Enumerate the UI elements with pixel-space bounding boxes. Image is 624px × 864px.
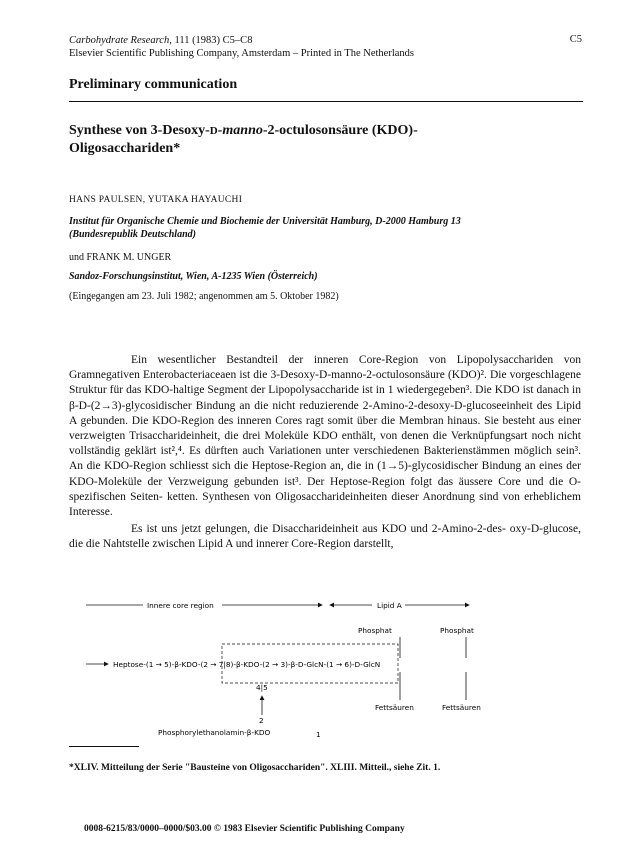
affiliation-1 [69,215,461,241]
paragraph-1 [69,353,581,520]
paragraph-2 [69,522,581,552]
body-line: an, die in (1→5)-glycosidischer Bindung an eines der KDO-Moleküle der Verzweigung [69,460,581,488]
title-part: -manno [217,123,263,138]
body-line: Trisaccharideinheit, die drei Moleküle KDO enthält, von denen die Verknüpfungsart [129,430,532,443]
body-line: des inneren Cores ragt somit über die Membran hinaus. Sie besteht aus einer verzweigten [69,414,581,443]
title-part: Synthese von 3-Desoxy- [69,123,210,138]
footnote: *XLIV. Mitteilung der Serie "Bausteine von Oligosacchariden". XLIII. Mitteil., siehe Zit. 1. [69,763,441,773]
copyright-line: 0008-6215/83/0000–0000/$03.00 © 1983 Elsevier Scientific Publishing Company [84,824,405,834]
article-title [69,122,569,157]
title-line-2: Oligosacchariden* [69,141,181,156]
body-line: Bakterienstämmen möglich sein³. An die KDO-Region schliesst sich die Heptose-Region [69,445,581,473]
saccharide-chain: Heptose-(1 → 5)-β-KDO-(2 → 7|8)-β-KDO-(2 → 3)-β-D-GlcN-(1 → 6)-D-GlcN [113,660,381,669]
body-line: Interesse. [69,506,113,519]
inner-core-label: Innere core region [147,601,214,610]
body-line: von Gramnegativen Enterobacteriaceaen ist die 3-Desoxy-D-manno-2-octulosonsäure (KDO)². [69,354,581,382]
section-rule [69,101,583,102]
title-part: -2-octulosonsäure (KDO)- [262,123,418,138]
structure-diagram [0,592,624,742]
footnote-rule [69,746,139,747]
body-line: Die vorgeschlagene Struktur für das KDO-haltige Segment der Lipopolysaccharide ist in [69,369,582,397]
coauthor-line: und FRANK M. UNGER [69,252,172,263]
fettsaeuren-label-2: Fettsäuren [442,703,481,712]
affiliation-1-line-1: Institut für Organische Chemie und Biochemie der Universität Hamburg, D-2000 Hamburg 13 [69,216,461,227]
fettsaeuren-label-1: Fettsäuren [375,703,414,712]
branch-position: 4|5 [256,683,268,692]
body-line: 1 wiedergegeben³. Die KDO ist danach in β-D-(2→3)-glycosidischer Bindung an die nicht [69,384,582,412]
publisher-line: Elsevier Scientific Publishing Company, Amsterdam – Printed in The Netherlands [69,48,414,59]
body-line: Es ist uns jetzt gelungen, die Disaccharideinheit aus KDO und 2-Amino-2-des- [131,523,510,536]
body-line: oxy-D-glucose, die die Nahtstelle zwischen Lipid A und innerer Core-Region darstellt, [69,523,581,551]
body-line: noch nicht vollständig geklärt ist²,⁴. Es dürften auch Variationen unter verschiedenen [69,430,582,458]
body-line: reduzierende 2-Amino-2-desoxy-D-glucoseeinheit des Lipid A gebunden. Die KDO-Region [69,399,581,427]
section-label: Preliminary communication [69,77,238,92]
authors: HANS PAULSEN, YUTAKA HAYAUCHI [69,195,243,205]
body-line: Ein wesentlicher Bestandteil der inneren Core-Region von Lipopolysacchariden [131,354,564,366]
journal-header [69,34,414,60]
page-number: C5 [569,34,582,45]
compound-number: 1 [316,730,321,739]
journal-title: Carbohydrate Research, [69,35,172,46]
body-text [69,353,581,553]
phosphorylethanolamin-kdo: Phosphorylethanolamin-β-KDO [158,728,271,737]
affiliation-2: Sandoz-Forschungsinstitut, Wien, A-1235 Wien (Österreich) [69,271,318,282]
body-line: ketten. Synthesen von Oligosaccharideinheiten dieser Anordnung sind von erheblichem [166,490,581,503]
title-part: D [209,125,218,137]
branch-position-2: 2 [259,716,264,725]
affiliation-1-line-2: (Bundesrepublik Deutschland) [69,229,196,240]
phosphat-label-2: Phosphat [440,626,474,635]
body-line: gebunden ist³. Der Heptose-Region folgt das äussere Core und die O-spezifischen Seiten- [69,475,581,503]
journal-reference: 111 (1983) C5–C8 [174,35,253,46]
lipid-a-label: Lipid A [377,601,402,610]
phosphat-label-1: Phosphat [358,626,392,635]
received-dates: (Eingegangen am 23. Juli 1982; angenommen am 5. Oktober 1982) [69,291,339,302]
